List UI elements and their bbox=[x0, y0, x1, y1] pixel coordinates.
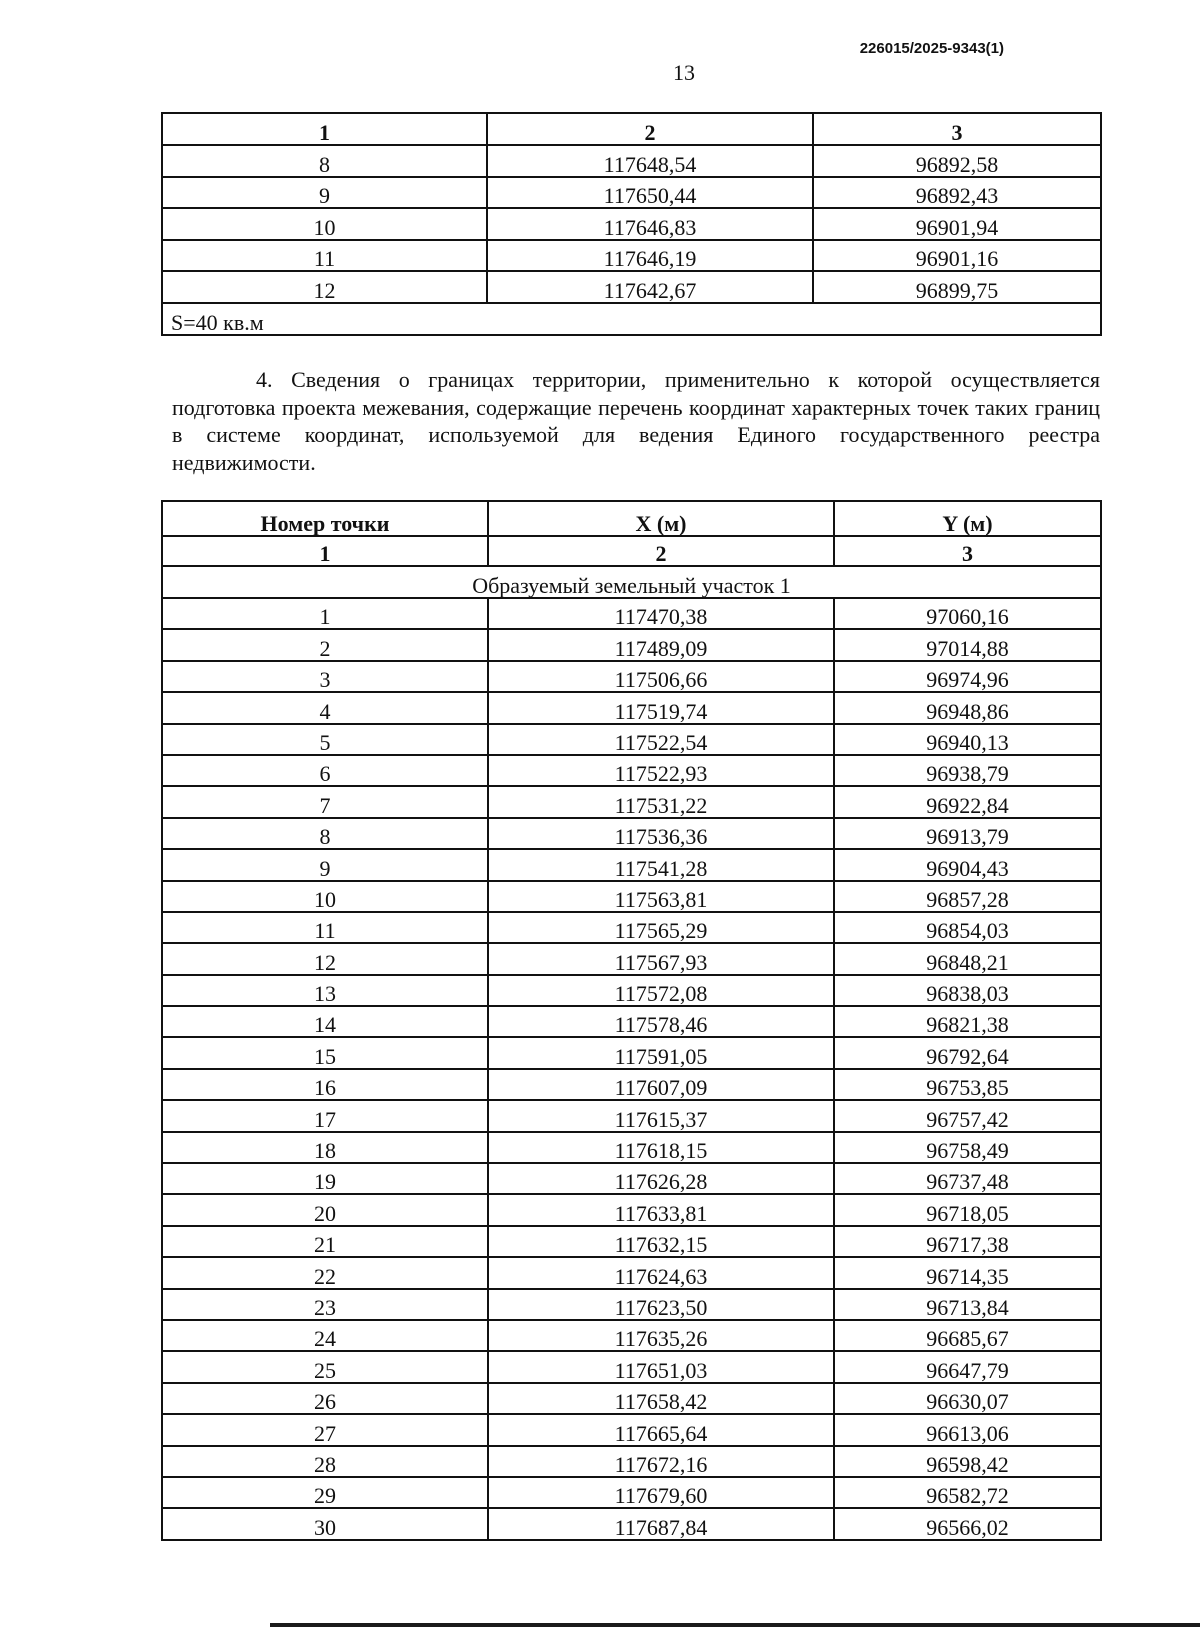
table-row bbox=[162, 1289, 1101, 1320]
point-number-cell: 10 bbox=[162, 881, 488, 912]
x-coordinate-cell: 117522,54 bbox=[488, 724, 834, 755]
y-coordinate-cell: 96899,75 bbox=[813, 271, 1101, 303]
y-coordinate-cell: 96613,06 bbox=[834, 1414, 1101, 1445]
column-number: 1 bbox=[162, 536, 488, 566]
y-coordinate-cell: 97060,16 bbox=[834, 598, 1101, 629]
y-coordinate-cell: 96892,43 bbox=[813, 177, 1101, 209]
x-coordinate-cell: 117635,26 bbox=[488, 1320, 834, 1351]
x-coordinate-cell: 117607,09 bbox=[488, 1069, 834, 1100]
table-header-row bbox=[162, 501, 1101, 536]
area-value: S=40 кв.м bbox=[162, 303, 1101, 335]
header-x: X (м) bbox=[488, 501, 834, 536]
x-coordinate-cell: 117541,28 bbox=[488, 849, 834, 880]
coordinates-table-continued bbox=[161, 112, 1102, 336]
x-coordinate-cell: 117672,16 bbox=[488, 1446, 834, 1477]
point-number-cell: 24 bbox=[162, 1320, 488, 1351]
point-number-cell: 8 bbox=[162, 145, 487, 177]
point-number-cell: 9 bbox=[162, 177, 487, 209]
table-row bbox=[162, 1006, 1101, 1037]
x-coordinate-cell: 117519,74 bbox=[488, 692, 834, 723]
point-number-cell: 12 bbox=[162, 943, 488, 974]
subsection-title: Образуемый земельный участок 1 bbox=[162, 566, 1101, 598]
point-number-cell: 8 bbox=[162, 818, 488, 849]
table-row bbox=[162, 1414, 1101, 1445]
table-row bbox=[162, 881, 1101, 912]
y-coordinate-cell: 96838,03 bbox=[834, 975, 1101, 1006]
x-coordinate-cell: 117618,15 bbox=[488, 1132, 834, 1163]
x-coordinate-cell: 117591,05 bbox=[488, 1037, 834, 1068]
y-coordinate-cell: 96713,84 bbox=[834, 1289, 1101, 1320]
y-coordinate-cell: 96892,58 bbox=[813, 145, 1101, 177]
table-row bbox=[162, 1320, 1101, 1351]
y-coordinate-cell: 96940,13 bbox=[834, 724, 1101, 755]
point-number-cell: 7 bbox=[162, 786, 488, 817]
column-number: 1 bbox=[162, 113, 487, 145]
y-coordinate-cell: 96598,42 bbox=[834, 1446, 1101, 1477]
table-row bbox=[162, 849, 1101, 880]
y-coordinate-cell: 96582,72 bbox=[834, 1477, 1101, 1508]
table-row bbox=[162, 912, 1101, 943]
y-coordinate-cell: 96718,05 bbox=[834, 1194, 1101, 1225]
y-coordinate-cell: 96848,21 bbox=[834, 943, 1101, 974]
point-number-cell: 11 bbox=[162, 240, 487, 272]
table-row bbox=[162, 692, 1101, 723]
table-row bbox=[162, 786, 1101, 817]
table-row bbox=[162, 1069, 1101, 1100]
y-coordinate-cell: 96854,03 bbox=[834, 912, 1101, 943]
x-coordinate-cell: 117489,09 bbox=[488, 629, 834, 660]
y-coordinate-cell: 96630,07 bbox=[834, 1383, 1101, 1414]
table-row bbox=[162, 208, 1101, 240]
table-row bbox=[162, 1383, 1101, 1414]
y-coordinate-cell: 96821,38 bbox=[834, 1006, 1101, 1037]
x-coordinate-cell: 117650,44 bbox=[487, 177, 813, 209]
x-coordinate-cell: 117623,50 bbox=[488, 1289, 834, 1320]
y-coordinate-cell: 96901,94 bbox=[813, 208, 1101, 240]
y-coordinate-cell: 96922,84 bbox=[834, 786, 1101, 817]
y-coordinate-cell: 97014,88 bbox=[834, 629, 1101, 660]
point-number-cell: 23 bbox=[162, 1289, 488, 1320]
table-row bbox=[162, 1508, 1101, 1539]
x-coordinate-cell: 117648,54 bbox=[487, 145, 813, 177]
y-coordinate-cell: 96714,35 bbox=[834, 1257, 1101, 1288]
boundary-coordinates-table bbox=[161, 500, 1102, 1541]
column-number: 3 bbox=[813, 113, 1101, 145]
column-number-row bbox=[162, 536, 1101, 566]
point-number-cell: 15 bbox=[162, 1037, 488, 1068]
table-row bbox=[162, 1037, 1101, 1068]
point-number-cell: 18 bbox=[162, 1132, 488, 1163]
point-number-cell: 9 bbox=[162, 849, 488, 880]
x-coordinate-cell: 117642,67 bbox=[487, 271, 813, 303]
x-coordinate-cell: 117506,66 bbox=[488, 661, 834, 692]
y-coordinate-cell: 96974,96 bbox=[834, 661, 1101, 692]
table-row bbox=[162, 629, 1101, 660]
point-number-cell: 27 bbox=[162, 1414, 488, 1445]
column-number: 2 bbox=[488, 536, 834, 566]
x-coordinate-cell: 117615,37 bbox=[488, 1100, 834, 1131]
column-number-row bbox=[162, 113, 1101, 145]
point-number-cell: 26 bbox=[162, 1383, 488, 1414]
point-number-cell: 30 bbox=[162, 1508, 488, 1539]
x-coordinate-cell: 117633,81 bbox=[488, 1194, 834, 1225]
area-row bbox=[162, 303, 1101, 335]
table-row bbox=[162, 1132, 1101, 1163]
table-row bbox=[162, 661, 1101, 692]
y-coordinate-cell: 96566,02 bbox=[834, 1508, 1101, 1539]
point-number-cell: 4 bbox=[162, 692, 488, 723]
table-row bbox=[162, 975, 1101, 1006]
x-coordinate-cell: 117646,19 bbox=[487, 240, 813, 272]
y-coordinate-cell: 96737,48 bbox=[834, 1163, 1101, 1194]
section-4-paragraph: 4. Сведения о границах территории, применительно к которой осуществляется подготовка проекта межевания, содержащие перечень координат характерных точек таких границ в системе координат, используемой для ведения Единого государственного реестра недвижимости. bbox=[172, 367, 1100, 475]
x-coordinate-cell: 117626,28 bbox=[488, 1163, 834, 1194]
column-number: 3 bbox=[834, 536, 1101, 566]
x-coordinate-cell: 117572,08 bbox=[488, 975, 834, 1006]
y-coordinate-cell: 96758,49 bbox=[834, 1132, 1101, 1163]
table-row bbox=[162, 1226, 1101, 1257]
table-row bbox=[162, 1446, 1101, 1477]
table-row bbox=[162, 1100, 1101, 1131]
table-row bbox=[162, 1477, 1101, 1508]
scan-edge-line bbox=[270, 1623, 1200, 1627]
y-coordinate-cell: 96938,79 bbox=[834, 755, 1101, 786]
table-row bbox=[162, 145, 1101, 177]
x-coordinate-cell: 117646,83 bbox=[487, 208, 813, 240]
y-coordinate-cell: 96647,79 bbox=[834, 1351, 1101, 1382]
x-coordinate-cell: 117522,93 bbox=[488, 755, 834, 786]
y-coordinate-cell: 96948,86 bbox=[834, 692, 1101, 723]
point-number-cell: 25 bbox=[162, 1351, 488, 1382]
point-number-cell: 10 bbox=[162, 208, 487, 240]
x-coordinate-cell: 117624,63 bbox=[488, 1257, 834, 1288]
table-row bbox=[162, 818, 1101, 849]
x-coordinate-cell: 117658,42 bbox=[488, 1383, 834, 1414]
table-row bbox=[162, 943, 1101, 974]
y-coordinate-cell: 96857,28 bbox=[834, 881, 1101, 912]
table-row bbox=[162, 598, 1101, 629]
point-number-cell: 29 bbox=[162, 1477, 488, 1508]
page-number: 13 bbox=[673, 60, 695, 85]
header-y: Y (м) bbox=[834, 501, 1101, 536]
document-id: 226015/2025-9343(1) bbox=[859, 40, 1004, 57]
point-number-cell: 16 bbox=[162, 1069, 488, 1100]
y-coordinate-cell: 96717,38 bbox=[834, 1226, 1101, 1257]
x-coordinate-cell: 117665,64 bbox=[488, 1414, 834, 1445]
point-number-cell: 21 bbox=[162, 1226, 488, 1257]
x-coordinate-cell: 117687,84 bbox=[488, 1508, 834, 1539]
table-row bbox=[162, 724, 1101, 755]
x-coordinate-cell: 117565,29 bbox=[488, 912, 834, 943]
table-row bbox=[162, 1194, 1101, 1225]
table-row bbox=[162, 271, 1101, 303]
header-point-number: Номер точки bbox=[162, 501, 488, 536]
point-number-cell: 22 bbox=[162, 1257, 488, 1288]
point-number-cell: 2 bbox=[162, 629, 488, 660]
point-number-cell: 6 bbox=[162, 755, 488, 786]
y-coordinate-cell: 96904,43 bbox=[834, 849, 1101, 880]
x-coordinate-cell: 117536,36 bbox=[488, 818, 834, 849]
y-coordinate-cell: 96792,64 bbox=[834, 1037, 1101, 1068]
table-row bbox=[162, 177, 1101, 209]
x-coordinate-cell: 117632,15 bbox=[488, 1226, 834, 1257]
x-coordinate-cell: 117470,38 bbox=[488, 598, 834, 629]
point-number-cell: 5 bbox=[162, 724, 488, 755]
point-number-cell: 3 bbox=[162, 661, 488, 692]
table-row bbox=[162, 1351, 1101, 1382]
x-coordinate-cell: 117563,81 bbox=[488, 881, 834, 912]
y-coordinate-cell: 96757,42 bbox=[834, 1100, 1101, 1131]
point-number-cell: 19 bbox=[162, 1163, 488, 1194]
point-number-cell: 11 bbox=[162, 912, 488, 943]
y-coordinate-cell: 96753,85 bbox=[834, 1069, 1101, 1100]
point-number-cell: 17 bbox=[162, 1100, 488, 1131]
point-number-cell: 14 bbox=[162, 1006, 488, 1037]
y-coordinate-cell: 96901,16 bbox=[813, 240, 1101, 272]
x-coordinate-cell: 117567,93 bbox=[488, 943, 834, 974]
y-coordinate-cell: 96685,67 bbox=[834, 1320, 1101, 1351]
table-row bbox=[162, 1163, 1101, 1194]
point-number-cell: 13 bbox=[162, 975, 488, 1006]
point-number-cell: 28 bbox=[162, 1446, 488, 1477]
x-coordinate-cell: 117679,60 bbox=[488, 1477, 834, 1508]
table-row bbox=[162, 240, 1101, 272]
y-coordinate-cell: 96913,79 bbox=[834, 818, 1101, 849]
point-number-cell: 20 bbox=[162, 1194, 488, 1225]
x-coordinate-cell: 117578,46 bbox=[488, 1006, 834, 1037]
subsection-row bbox=[162, 566, 1101, 598]
point-number-cell: 12 bbox=[162, 271, 487, 303]
table-row bbox=[162, 755, 1101, 786]
x-coordinate-cell: 117651,03 bbox=[488, 1351, 834, 1382]
x-coordinate-cell: 117531,22 bbox=[488, 786, 834, 817]
table-row bbox=[162, 1257, 1101, 1288]
point-number-cell: 1 bbox=[162, 598, 488, 629]
column-number: 2 bbox=[487, 113, 813, 145]
